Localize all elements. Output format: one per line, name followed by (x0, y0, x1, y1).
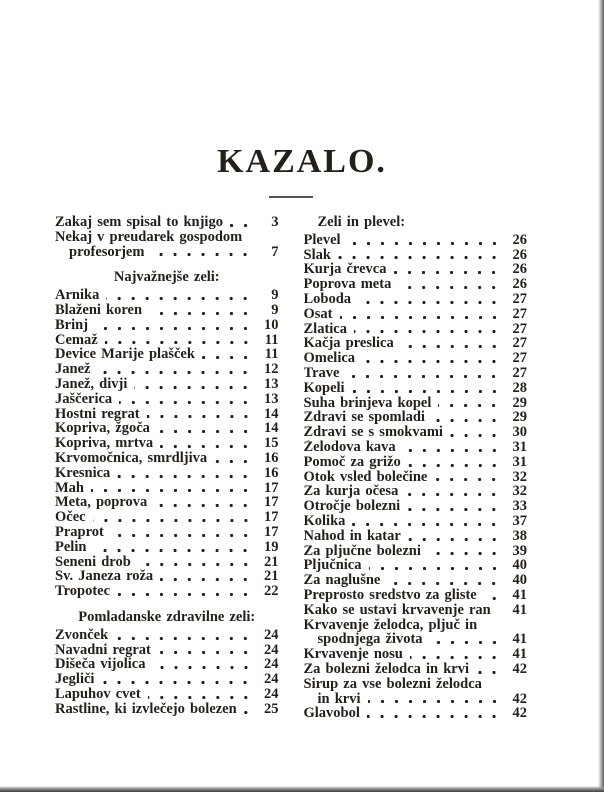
toc-entry-row (55, 421, 279, 436)
section-heading: Najvažnejše zeli: (113, 269, 220, 286)
dot-leader (149, 311, 252, 316)
entry-title: Za naglušne (303, 573, 381, 588)
dot-leader (230, 223, 253, 228)
dot-leader (352, 389, 501, 394)
toc-column-left (55, 215, 279, 721)
dot-leader (95, 326, 252, 331)
page-number: 13 (264, 390, 279, 407)
page-number: 21 (264, 553, 279, 570)
toc-entry-row (304, 706, 528, 721)
section-heading: Pomladanske zdravilne zeli: (78, 608, 256, 625)
page-number: 30 (512, 424, 527, 441)
page-title: KAZALO. (217, 143, 387, 180)
entry-title: Arnika (55, 288, 100, 303)
toc-entry-row (304, 647, 528, 662)
page-number: 17 (264, 479, 279, 496)
toc-entry-row (55, 333, 279, 348)
page-number: 42 (512, 660, 527, 677)
page-number: 32 (512, 468, 527, 485)
page-number: 38 (512, 527, 527, 544)
entry-title: Trave (303, 365, 340, 381)
page-number: 33 (512, 498, 527, 515)
page-number: 17 (264, 509, 279, 526)
toc-entry-row (55, 628, 279, 643)
page-number: 17 (264, 523, 279, 540)
dot-leader (407, 507, 501, 512)
toc-entry-row (55, 657, 279, 672)
page-number: 16 (264, 449, 279, 466)
toc-entry-row (55, 495, 279, 510)
toc-entry-row (55, 525, 279, 540)
toc-column-right (304, 215, 528, 721)
page-number: 16 (264, 464, 279, 481)
page-number: 41 (512, 586, 527, 603)
entry-title: Zdravi se spomladi (303, 410, 425, 426)
dot-leader (401, 344, 501, 349)
toc-entry-row (304, 262, 528, 277)
entry-title: Za bolezni želodca in krvi (303, 661, 469, 677)
page-number: 24 (264, 671, 279, 688)
dot-leader (202, 355, 253, 360)
page-number: 12 (264, 361, 279, 378)
entry-title: Brinj (55, 317, 89, 333)
toc-entry-row (55, 687, 279, 702)
dot-leader (354, 329, 501, 334)
toc-entry-row (55, 510, 279, 525)
entry-title: Osat (303, 306, 333, 322)
toc-entry-row (304, 233, 528, 248)
dot-leader (91, 488, 253, 493)
page-number: 17 (264, 494, 279, 511)
toc-entry-row (304, 381, 528, 396)
toc-entry-row (55, 392, 279, 407)
entry-title: Glavobol (303, 706, 360, 722)
entry-title: Kresnica (55, 465, 111, 481)
page-number: 42 (512, 705, 527, 722)
entry-title: Kopriva, mrtva (55, 436, 154, 451)
entry-title: Suha brinjeva kopel (303, 395, 432, 411)
dot-leader (369, 566, 502, 571)
toc-entry-row (304, 544, 528, 559)
dot-leader (346, 374, 501, 379)
entry-title: Zlatica (303, 321, 347, 337)
section-heading: Zeli in plevel: (317, 214, 406, 230)
dot-leader (119, 400, 252, 405)
entry-title: Jegliči (55, 672, 95, 687)
dot-leader (214, 459, 252, 464)
toc-entry-row (55, 377, 279, 392)
dot-leader (410, 655, 501, 660)
dot-leader (348, 241, 501, 246)
toc-entry-row (304, 677, 528, 692)
toc-entry-row (55, 451, 279, 466)
page-number: 27 (512, 290, 527, 307)
toc-entry-row (55, 702, 279, 717)
page-number: 24 (264, 641, 279, 658)
page-number: 22 (264, 583, 279, 600)
entry-title: Loboda (303, 291, 352, 307)
toc-entry-row (55, 347, 279, 362)
page-number: 27 (512, 350, 527, 367)
entry-title: Krvomočnica, smrdljiva (55, 450, 208, 466)
page-number: 7 (271, 243, 279, 260)
toc-entry-row (55, 362, 279, 377)
dot-leader (117, 592, 252, 597)
toc-entry-row (304, 484, 528, 499)
toc-entry-row (304, 632, 528, 647)
page-number: 26 (512, 231, 527, 248)
page-number: 11 (264, 346, 279, 363)
dot-leader (97, 370, 252, 375)
dot-leader (408, 463, 501, 468)
dot-leader (151, 252, 252, 257)
table-of-contents (55, 215, 527, 721)
dot-leader (340, 315, 502, 320)
entry-title: profesorjem (69, 244, 145, 260)
dot-leader (403, 448, 501, 453)
dot-leader (434, 477, 501, 482)
dot-leader (160, 444, 252, 449)
toc-entry-row (55, 672, 279, 687)
entry-title: Hostni regrat (55, 406, 140, 422)
page-number: 9 (271, 287, 279, 304)
entry-title: Janež, divji (55, 376, 128, 392)
entry-title: Poprova meta (303, 277, 392, 292)
entry-title: Kurja črevca (303, 262, 387, 278)
dot-leader (106, 296, 252, 301)
dot-leader (105, 340, 253, 345)
toc-entry-row (55, 569, 279, 584)
entry-title: Meta, poprova (55, 495, 148, 511)
dot-leader (408, 537, 501, 542)
entry-title: Praprot (55, 524, 104, 540)
dot-leader (368, 699, 502, 704)
page-number: 31 (512, 438, 527, 455)
toc-entry-row (55, 318, 279, 333)
page-number: 27 (512, 305, 527, 322)
dot-leader (367, 714, 501, 719)
entry-title: Krvavenje želodca, pljuč in (303, 617, 478, 633)
entry-title: Blaženi koren (55, 302, 143, 318)
entry-title: Za kurja očesa (303, 484, 399, 500)
toc-entry-row (55, 436, 279, 451)
entry-title: Sirup za vse bolezni želodca (303, 676, 482, 692)
dot-leader (153, 665, 253, 670)
dot-leader (358, 300, 501, 305)
toc-entry-row (304, 440, 528, 455)
entry-title: Slak (303, 247, 331, 263)
page-number: 14 (264, 420, 279, 437)
dot-leader (115, 636, 252, 641)
title-divider-rule (269, 196, 313, 198)
entry-title: Otok vsled bolečine (303, 469, 428, 485)
page-number: 31 (512, 453, 527, 470)
page-number: 27 (512, 364, 527, 381)
toc-entry-row (304, 470, 528, 485)
entry-title: Omelica (303, 351, 356, 366)
entry-title: Očec (55, 510, 86, 525)
entry-title: Čemaž (55, 332, 98, 348)
dot-leader (387, 581, 501, 586)
entry-title: Kačja preslica (303, 336, 394, 352)
dot-leader (432, 418, 501, 423)
dot-leader (244, 710, 253, 715)
page-number: 11 (264, 331, 279, 348)
entry-title: Kopriva, žgoča (55, 421, 150, 437)
toc-entry-row (304, 514, 528, 529)
toc-entry-row (304, 277, 528, 292)
toc-entry-row (304, 425, 528, 440)
entry-title: Mah (55, 480, 84, 496)
toc-entry-row (55, 481, 279, 496)
toc-entry-row (304, 558, 528, 573)
toc-entry-row (304, 366, 528, 381)
page-number: 14 (264, 405, 279, 422)
dot-leader (484, 596, 501, 601)
entry-title: Rastline, ki izvlečejo bolezen (55, 701, 237, 717)
toc-entry-row (55, 407, 279, 422)
dot-leader (393, 270, 501, 275)
toc-entry-row (304, 529, 528, 544)
dot-leader (498, 611, 501, 616)
dot-leader (398, 285, 501, 290)
dot-leader (160, 577, 252, 582)
entry-title: Kopeli (303, 380, 345, 396)
entry-title: Zakaj sem spisal to knjigo (55, 215, 223, 230)
page-number: 27 (512, 320, 527, 337)
entry-title: Tropotec (55, 584, 111, 599)
dot-leader (158, 650, 253, 655)
dot-leader (101, 680, 252, 685)
entry-title: Kako se ustavi krvavenje ran (303, 602, 491, 618)
entry-title: Jaščerica (55, 391, 113, 407)
entry-title: Janež (55, 362, 91, 377)
entry-title: Dišeča vijolica (55, 657, 146, 673)
dot-leader (138, 562, 253, 567)
page-number: 10 (264, 316, 279, 333)
toc-entry-row (304, 499, 528, 514)
entry-title: Lapuhov cvet (55, 686, 141, 702)
page-number: 3 (271, 214, 279, 230)
dot-leader (428, 551, 501, 556)
toc-entry-row (304, 410, 528, 425)
page-number: 40 (512, 557, 527, 574)
dot-leader (352, 522, 501, 527)
page-number: 40 (512, 572, 527, 589)
entry-title: Pelin (55, 539, 87, 555)
page-number: 37 (512, 512, 527, 529)
page-number: 26 (512, 246, 527, 263)
page-number: 29 (512, 409, 527, 426)
toc-entry-row (55, 584, 279, 599)
entry-title: spodnjega života (317, 632, 423, 648)
dot-leader (154, 503, 252, 508)
toc-entry-row (304, 351, 528, 366)
page-number: 41 (512, 631, 527, 648)
dot-leader (476, 670, 501, 675)
dot-leader (362, 359, 501, 364)
toc-entry-row (304, 292, 528, 307)
page-number: 21 (264, 568, 279, 585)
entry-title: Sv. Janeza roža (55, 569, 154, 585)
dot-leader (147, 414, 253, 419)
dot-leader (134, 385, 252, 390)
dot-leader (405, 492, 501, 497)
entry-title: Za pljučne bolezni (303, 543, 421, 559)
toc-entry-row (304, 573, 528, 588)
entry-title: Pomoč za grižo (303, 454, 401, 470)
entry-title: Preprosto sredstvo za gliste (303, 587, 477, 603)
dot-leader (111, 533, 253, 538)
page-number: 27 (512, 335, 527, 352)
toc-entry-row (304, 692, 528, 707)
toc-entry-row (304, 603, 528, 618)
page-number: 13 (264, 375, 279, 392)
dot-leader (93, 548, 252, 553)
toc-entry-row (55, 230, 279, 245)
dot-leader (93, 518, 253, 523)
toc-entry-row (55, 540, 279, 555)
page-number: 25 (264, 700, 279, 717)
entry-title: Plevel (303, 232, 341, 248)
page-number: 26 (512, 261, 527, 278)
page-number: 41 (512, 601, 527, 618)
scan-shadow-bottom-edge (0, 786, 604, 792)
entry-title: Kolika (303, 513, 346, 529)
page-number: 39 (512, 542, 527, 559)
entry-title: Seneni drob (55, 554, 131, 570)
entry-title: Zdravi se s smokvami (303, 425, 443, 440)
entry-title: Želodova kava (303, 439, 396, 455)
dot-leader (450, 433, 501, 438)
entry-title: Device Marije plašček (55, 347, 195, 363)
page-number: 15 (264, 435, 279, 452)
entry-title: in krvi (317, 691, 361, 707)
page-number: 32 (512, 483, 527, 500)
page-number: 19 (264, 538, 279, 555)
toc-entry-row (55, 303, 279, 318)
toc-entry-row (304, 336, 528, 351)
dot-leader (148, 695, 253, 700)
dot-leader (117, 474, 252, 479)
toc-entry-row (55, 215, 279, 230)
entry-title: Krvavenje nosu (303, 647, 403, 662)
page-number: 9 (271, 301, 279, 318)
toc-entry-row (304, 455, 528, 470)
page-number: 41 (512, 646, 527, 663)
entry-title: Otročje bolezni (303, 499, 401, 514)
entry-title: Nekaj v preudarek gospodom (55, 229, 243, 245)
toc-entry-row (304, 618, 528, 633)
toc-entry-row (55, 555, 279, 570)
page-number: 42 (512, 690, 527, 707)
toc-entry-row (304, 396, 528, 411)
dot-leader (430, 640, 501, 645)
dot-leader (338, 255, 501, 260)
dot-leader (157, 429, 253, 434)
page-number: 24 (264, 626, 279, 643)
toc-entry-row (304, 322, 528, 337)
toc-entry-row (55, 245, 279, 260)
dot-leader (438, 403, 501, 408)
entry-title: Pljučnica (303, 558, 362, 574)
toc-entry-row (55, 466, 279, 481)
page-number: 26 (512, 276, 527, 293)
page-number: 24 (264, 656, 279, 673)
toc-entry-row (304, 307, 528, 322)
entry-title: Navadni regrat (55, 642, 151, 658)
toc-entry-row (304, 588, 528, 603)
toc-entry-row (55, 643, 279, 658)
entry-title: Nahod in katar (303, 528, 401, 544)
toc-entry-row (304, 662, 528, 677)
toc-entry-row (304, 248, 528, 263)
toc-entry-row (55, 288, 279, 303)
entry-title: Zvonček (55, 627, 109, 643)
page-number: 24 (264, 685, 279, 702)
page-number: 29 (512, 394, 527, 411)
scan-shadow-right-edge (598, 0, 604, 792)
page-number: 28 (512, 379, 527, 396)
